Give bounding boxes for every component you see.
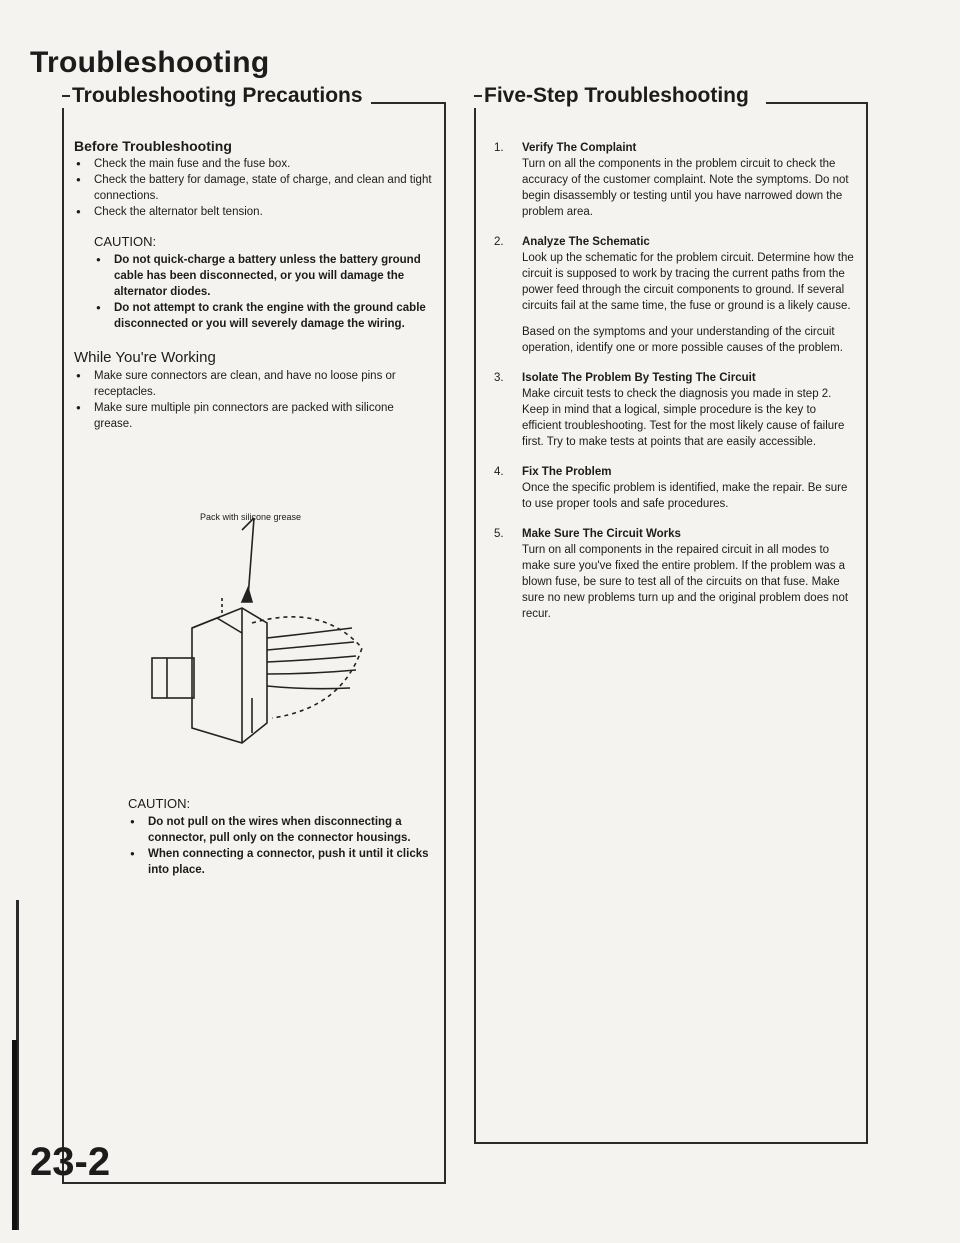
five-step-title: Five-Step Troubleshooting [474, 84, 757, 108]
step-text: Turn on all the components in the problem circuit to check the accuracy of the customer complaint. Note the symptoms. Do not begin disassembly or testing until you have narrowed down the problem area. [522, 158, 849, 218]
caution-block-1 [94, 234, 434, 332]
precautions-title: Troubleshooting Precautions [62, 84, 371, 108]
caution-label: CAUTION: [94, 234, 157, 249]
caution-label: CAUTION: [128, 796, 191, 811]
list-item: ● Make sure multiple pin connectors are packed with silicone grease. [74, 400, 434, 432]
working-list [74, 368, 434, 432]
working-heading: While You're Working [74, 349, 216, 366]
step-text: Make circuit tests to check the diagnosis you made in step 2. Keep in mind that a logical, simple procedure is the key to efficient troubleshooting. Test for the most likely cause of failure first. Try to make tests at points that are easily accessible. [522, 388, 845, 448]
step-item [494, 526, 854, 622]
page-number: 23-2 [30, 1140, 111, 1184]
margin-rule-thick [12, 1040, 17, 1230]
page-title: Troubleshooting [30, 46, 270, 79]
caution-item: ● Do not pull on the wires when disconnecting a connector, pull only on the connector housings. [128, 814, 438, 846]
list-item: ● Check the battery for damage, state of charge, and clean and tight connections. [74, 172, 434, 204]
step-item [494, 370, 854, 450]
step-text: Look up the schematic for the problem circuit. Determine how the circuit is supposed to work by tracing the current paths from the power feed through the circuit components to ground. If several circuits fail at the same time, the fuse or ground is a likely cause. [522, 252, 854, 312]
list-item: ● Check the alternator belt tension. [74, 204, 434, 220]
step-text-2: Based on the symptoms and your understanding of the circuit operation, identify one or more possible causes of the problem. [522, 326, 843, 354]
step-number: 1. [494, 142, 504, 154]
step-text: Once the specific problem is identified, make the repair. Be sure to use proper tools and safe procedures. [522, 482, 848, 510]
step-text: Turn on all components in the repaired circuit in all modes to make sure you've fixed the entire problem. If the problem was a blown fuse, be sure to test all of the circuits on that fuse. Make sure no new problems turn up and the original problem does not recur. [522, 544, 849, 620]
step-number: 4. [494, 466, 504, 478]
list-item: ● Check the main fuse and the fuse box. [74, 156, 434, 172]
step-title: Verify The Complaint [522, 142, 637, 154]
step-number: 2. [494, 236, 504, 248]
step-number: 3. [494, 372, 504, 384]
caution-item: ● When connecting a connector, push it until it clicks into place. [128, 846, 438, 878]
step-title: Fix The Problem [522, 466, 612, 478]
before-heading: Before Troubleshooting [74, 138, 232, 154]
connector-illustration [92, 508, 392, 758]
list-item: ● Make sure connectors are clean, and have no loose pins or receptacles. [74, 368, 434, 400]
step-number: 5. [494, 528, 504, 540]
caution-block-2 [128, 796, 438, 878]
step-item [494, 140, 854, 220]
step-title: Analyze The Schematic [522, 236, 650, 248]
step-item [494, 234, 854, 356]
steps-list [494, 140, 854, 622]
step-item [494, 464, 854, 512]
step-title: Make Sure The Circuit Works [522, 528, 681, 540]
step-title: Isolate The Problem By Testing The Circuit [522, 372, 756, 384]
before-list [74, 156, 434, 220]
figure-label: Pack with silicone grease [200, 512, 302, 522]
caution-item: ● Do not quick-charge a battery unless the battery ground cable has been disconnected, or you will damage the alternator diodes. [94, 252, 434, 300]
caution-item: ● Do not attempt to crank the engine with the ground cable disconnected or you will severely damage the wiring. [94, 300, 434, 332]
five-step-panel [474, 84, 868, 1144]
